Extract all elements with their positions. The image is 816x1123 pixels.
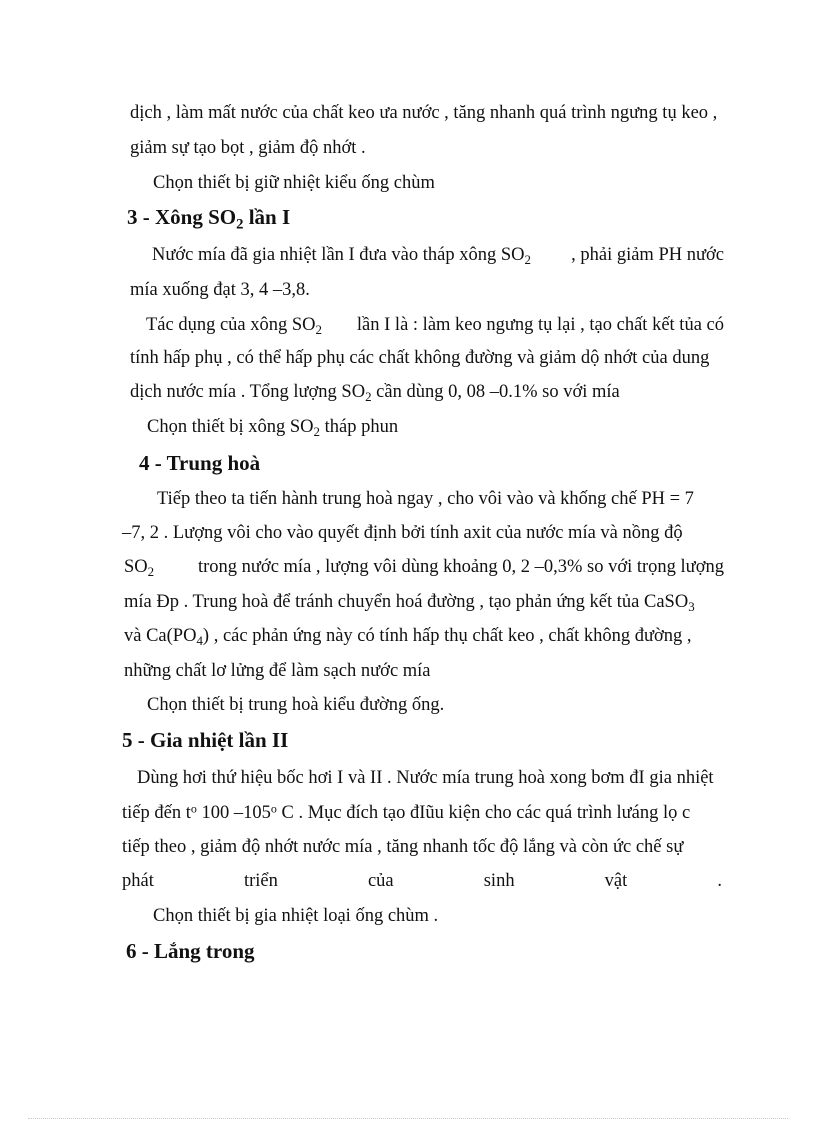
paragraph-line: Nước mía đã gia nhiệt lần I đưa vào tháp xông $SO_2$ , phải giảm PH nước (152, 245, 724, 267)
paragraph-line: mía Đp . Trung hoà để tránh chuyển hoá đường , tạo phản ứng kết tủa CaSO$_3$ (124, 592, 695, 614)
paragraph-line: Tác dụng của xông $SO_2$ lần I là : làm keo ngưng tụ lại , tạo chất kết tủa có (146, 315, 724, 337)
paragraph-line: tiếp đến $t^o$ 100 –105$^o$ C . Mục đích tạo đIũu kiện cho các quá trình lưáng lọ c (122, 801, 691, 823)
paragraph-line: Chọn thiết bị xông $SO_2$ tháp phun (147, 417, 399, 439)
section-heading-3: 3 - Xông $SO_2$ lần I (127, 205, 291, 233)
paragraph-line: tiếp theo , giảm độ nhớt nước mía , tăng nhanh tốc độ lắng và còn ức chế sự (122, 837, 684, 857)
paragraph-line: Chọn thiết bị trung hoà kiểu đường ống. (147, 695, 445, 715)
paragraph-line: dịch , làm mất nước của chất keo ưa nước , tăng nhanh quá trình ngưng tụ keo , (130, 103, 718, 123)
page-bottom-divider (28, 1118, 788, 1119)
paragraph-line: Chọn thiết bị giữ nhiệt kiểu ống chùm (153, 173, 435, 193)
section-heading-5: 5 - Gia nhiệt lần II (122, 728, 289, 752)
paragraph-line: Chọn thiết bị gia nhiệt loại ống chùm . (153, 906, 439, 926)
paragraph-line: tính hấp phụ , có thể hấp phụ các chất không đường và giảm dộ nhớt của dung (130, 348, 710, 368)
paragraph-line: Tiếp theo ta tiến hành trung hoà ngay , cho vôi vào và khống chế PH = 7 (157, 489, 694, 509)
paragraph-line: phát triển của sinh vật . (122, 871, 722, 891)
paragraph-line: những chất lơ lửng để làm sạch nước mía (124, 661, 431, 681)
paragraph-line: dịch nước mía . Tổng lượng $SO_2$ cần dùng 0, 08 –0.1% so với mía (130, 382, 620, 404)
paragraph-line: Dùng hơi thứ hiệu bốc hơi I và II . Nước mía trung hoà xong bơm đI gia nhiệt (137, 768, 714, 788)
paragraph-line: mía xuống đạt 3, 4 –3,8. (130, 280, 310, 300)
section-heading-6: 6 - Lắng trong (126, 939, 255, 963)
section-heading-4: 4 - Trung hoà (139, 451, 261, 475)
paragraph-line: –7, 2 . Lượng vôi cho vào quyết định bởi tính axit của nước mía và nồng độ (122, 523, 683, 543)
paragraph-line: giảm sự tạo bọt , giảm độ nhớt . (130, 138, 366, 158)
paragraph-line: và $Ca(PO_4)$ , các phản ứng này có tính hấp thụ chất keo , chất không đường , (124, 626, 692, 648)
paragraph-line: $SO_2$ trong nước mía , lượng vôi dùng khoảng 0, 2 –0,3% so với trọng lượng (124, 557, 724, 579)
